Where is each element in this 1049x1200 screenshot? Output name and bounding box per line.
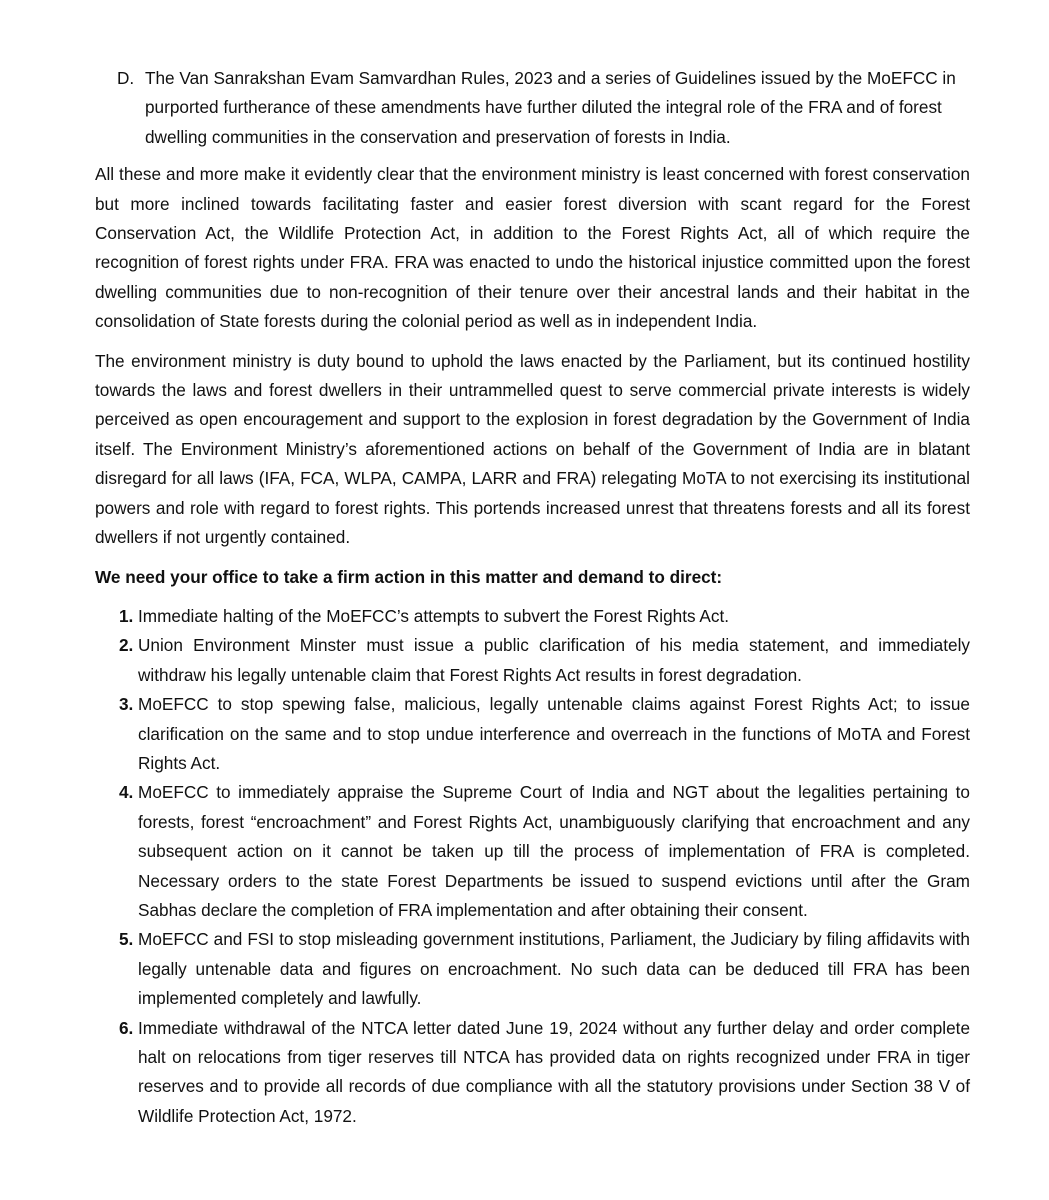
demand-text: Immediate withdrawal of the NTCA letter dated June 19, 2024 without any further delay and order complete halt on relocations from tiger reserves till NTCA has provided data on rights recognized under FRA in tiger reserves and to provide all records of due compliance with all the statutory provisions under Section 38 V of Wildlife Protection Act, 1972.	[138, 1017, 970, 1126]
demand-number: 5.	[119, 929, 134, 950]
demand-item	[119, 778, 970, 925]
demands-list	[95, 602, 970, 1131]
demand-number: 4.	[119, 782, 134, 803]
demand-number: 1.	[119, 605, 134, 626]
demand-item	[119, 690, 970, 778]
paragraph-conservation: All these and more make it evidently clear that the environment ministry is least concerned with forest conservation but more inclined towards facilitating faster and easier forest diversion with scant regard for the Forest Conservation Act, the Wildlife Protection Act, in addition to the Forest Rights Act, all of which require the recognition of forest rights under FRA. FRA was enacted to undo the historical injustice committed upon the forest dwelling communities due to non-recognition of their tenure over their ancestral lands and their habitat in the consolidation of State forests during the colonial period as well as in independent India.	[95, 164, 970, 332]
demand-number: 2.	[119, 635, 134, 656]
demand-item	[119, 631, 970, 690]
document-page	[95, 64, 970, 1131]
demand-item	[119, 602, 970, 631]
demand-text: MoEFCC to stop spewing false, malicious, legally untenable claims against Forest Rights Act; to issue clarification on the same and to stop undue interference and overreach in the functions of MoTA and Forest Rights Act.	[138, 694, 970, 773]
list-item-d	[117, 64, 970, 152]
list-marker: D.	[117, 68, 135, 88]
demand-number: 3.	[119, 694, 134, 715]
demand-number: 6.	[119, 1017, 134, 1038]
demand-text: Immediate halting of the MoEFCC’s attempts to subvert the Forest Rights Act.	[138, 605, 729, 626]
demand-text: Union Environment Minster must issue a public clarification of his media statement, and immediately withdraw his legally untenable claim that Forest Rights Act results in forest degradation.	[138, 635, 970, 685]
demands-heading: We need your office to take a firm action in this matter and demand to direct:	[95, 566, 723, 587]
list-item-text: The Van Sanrakshan Evam Samvardhan Rules, 2023 and a series of Guidelines issued by the MoEFCC in purported furtherance of these amendments have further diluted the integral role of the FRA and of forest dwelling communities in the conservation and preservation of forests in India.	[145, 68, 956, 147]
demand-text: MoEFCC to immediately appraise the Supreme Court of India and NGT about the legalities pertaining to forests, forest “encroachment” and Forest Rights Act, unambiguously clarifying that encroachment and any subsequent action on it cannot be taken up till the process of implementation of FRA is completed. Necessary orders to the state Forest Departments be issued to suspend evictions until after the Gram Sabhas declare the completion of FRA implementation and after obtaining their consent.	[138, 782, 970, 920]
demand-item	[119, 1014, 970, 1132]
demand-item	[119, 925, 970, 1013]
demand-text: MoEFCC and FSI to stop misleading government institutions, Parliament, the Judiciary by filing affidavits with legally untenable data and figures on encroachment. No such data can be deduced till FRA has been implemented completely and lawfully.	[138, 929, 970, 1009]
paragraph-ministry-duty: The environment ministry is duty bound to uphold the laws enacted by the Parliament, but its continued hostility towards the laws and forest dwellers in their untrammelled quest to serve commercial private interests is widely perceived as open encouragement and support to the explosion in forest degradation by the Government of India itself. The Environment Ministry’s aforementioned actions on behalf of the Government of India are in blatant disregard for all laws (IFA, FCA, WLPA, CAMPA, LARR and FRA) relegating MoTA to not exercising its institutional powers and role with regard to forest rights. This portends increased unrest that threatens forests and all its forest dwellers if not urgently contained.	[95, 350, 970, 548]
